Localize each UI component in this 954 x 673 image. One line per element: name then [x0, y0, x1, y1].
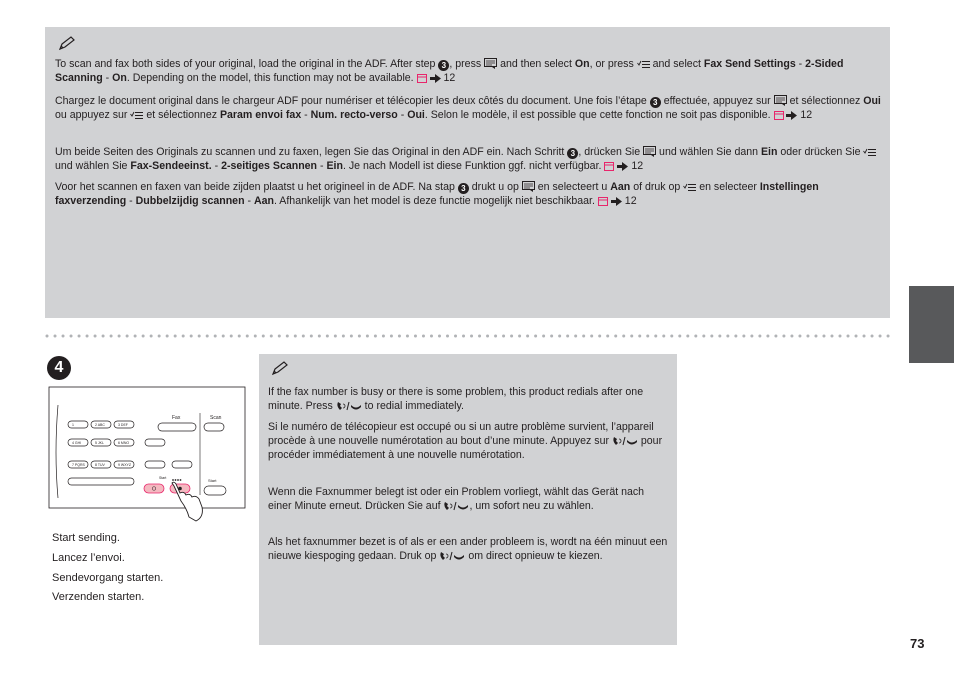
- note-fr: Chargez le document original dans le chargeur ADF pour numériser et télécopier les deux côtés du document. Une fois l’étape 3 effectuée, appuyez sur et sélectionnez Oui ou appuyez sur et sélectionnez Param envoi fax - Num. recto-verso - Oui. Selon le modèle, il est possible que cette fonction ne soit pas disponible. 12: [55, 95, 881, 121]
- menu-icon: [522, 181, 535, 192]
- section-tab: [909, 286, 954, 363]
- svg-text:Start: Start: [208, 478, 217, 483]
- control-panel-illustration: [48, 383, 246, 526]
- caption-en: Start sending.: [52, 532, 120, 544]
- scan-label: Scan: [210, 415, 222, 421]
- svg-text:4 GHI: 4 GHI: [72, 441, 82, 445]
- redial-phone-icon: [612, 436, 638, 446]
- svg-text:6 MNO: 6 MNO: [118, 441, 130, 445]
- note-nl: Voor het scannen en faxen van beide zijden plaatst u het origineel in de ADF. Na stap 3 drukt u op en selecteert u Aan of druk op en selecteer Instellingen faxverzending - Dubbelzijdig scannen - Aan. Afhankelijk van het model is deze functie mogelijk niet beschikbaar. 12: [55, 181, 819, 207]
- side-note-fr: Si le numéro de télécopieur est occupé ou si un autre problème survient, l’appareil procède à une nouvelle numérotation au bout d’une minute. Appuyez sur pour procéder immédiatement à une nouvelle numérotation.: [268, 421, 663, 461]
- settings-list-icon: [863, 148, 876, 157]
- fax-label: Fax: [172, 415, 181, 421]
- redial-phone-icon: [443, 501, 469, 511]
- svg-text:2 ABC: 2 ABC: [95, 423, 105, 427]
- side-note-en: If the fax number is busy or there is some problem, this product redials after one minute. Press to redial immediately.: [268, 386, 644, 412]
- step-number: 4: [47, 356, 71, 380]
- caption-nl: Verzenden starten.: [52, 591, 145, 603]
- dotted-divider: [45, 333, 891, 339]
- arrow-right-icon: [786, 111, 797, 120]
- menu-icon: [774, 95, 787, 106]
- svg-text:8 TUV: 8 TUV: [95, 463, 105, 467]
- svg-text:Start: Start: [159, 476, 167, 480]
- top-note: [45, 27, 890, 318]
- note-pencil-icon: [57, 35, 77, 51]
- page-ref[interactable]: 12: [443, 72, 456, 84]
- settings-list-icon: [130, 111, 143, 120]
- step-3-icon: 3: [650, 97, 661, 108]
- manual-ref-icon: [774, 111, 784, 120]
- side-note-de: Wenn die Faxnummer belegt ist oder ein Problem vorliegt, wählt das Gerät nach einer Minute erneut. Drücken Sie auf , um sofort neu zu wählen.: [268, 486, 645, 512]
- manual-ref-icon: [417, 74, 427, 83]
- caption-de: Sendevorgang starten.: [52, 572, 164, 584]
- page-number: 73: [910, 636, 925, 651]
- settings-list-icon: [683, 183, 696, 192]
- svg-text:3 DEF: 3 DEF: [118, 423, 128, 427]
- step-3-icon: 3: [458, 183, 469, 194]
- svg-text:7 PQRS: 7 PQRS: [72, 463, 85, 467]
- redial-phone-icon: [439, 551, 465, 561]
- side-note-nl: Als het faxnummer bezet is of als er een ander probleem is, wordt na één minuut een nieuwe kiespoging gedaan. Druk op om direct opnieuw te kiezen.: [268, 536, 668, 562]
- page-ref[interactable]: 12: [631, 160, 644, 172]
- manual-ref-icon: [604, 162, 614, 171]
- manual-ref-icon: [598, 197, 608, 206]
- svg-text:9 WXYZ: 9 WXYZ: [118, 463, 132, 467]
- settings-list-icon: [637, 60, 650, 69]
- page-ref[interactable]: 12: [800, 109, 813, 121]
- svg-text:5 JKL: 5 JKL: [95, 441, 104, 445]
- svg-text:1: 1: [72, 423, 74, 427]
- side-note: [259, 354, 677, 645]
- arrow-right-icon: [430, 74, 441, 83]
- caption-fr: Lancez l’envoi.: [52, 552, 125, 564]
- redial-phone-icon: [336, 401, 362, 411]
- arrow-right-icon: [617, 162, 628, 171]
- menu-icon: [484, 58, 497, 69]
- step-3-icon: 3: [438, 60, 449, 71]
- step-3-icon: 3: [567, 148, 578, 159]
- note-de: Um beide Seiten des Originals zu scannen und zu faxen, legen Sie das Original in den ADF ein. Nach Schritt 3 , drücken Sie und wählen Sie dann Ein oder drücken Sie und wählen Sie Fax-Sendeeinst. - 2-seitiges Scannen - Ein. Je nach Modell ist diese Funktion ggf. nicht verfügbar. 12: [55, 145, 885, 173]
- menu-icon: [643, 146, 656, 157]
- arrow-right-icon: [611, 197, 622, 206]
- note-en: To scan and fax both sides of your original, load the original in the ADF. After step 3 , press and then select On, or press and select Fax Send Settings - 2-Sided Scanning - On. Depending on the model, this function may not be available. 12: [55, 58, 844, 84]
- note-pencil-icon: [270, 360, 290, 376]
- page-ref[interactable]: 12: [624, 195, 637, 207]
